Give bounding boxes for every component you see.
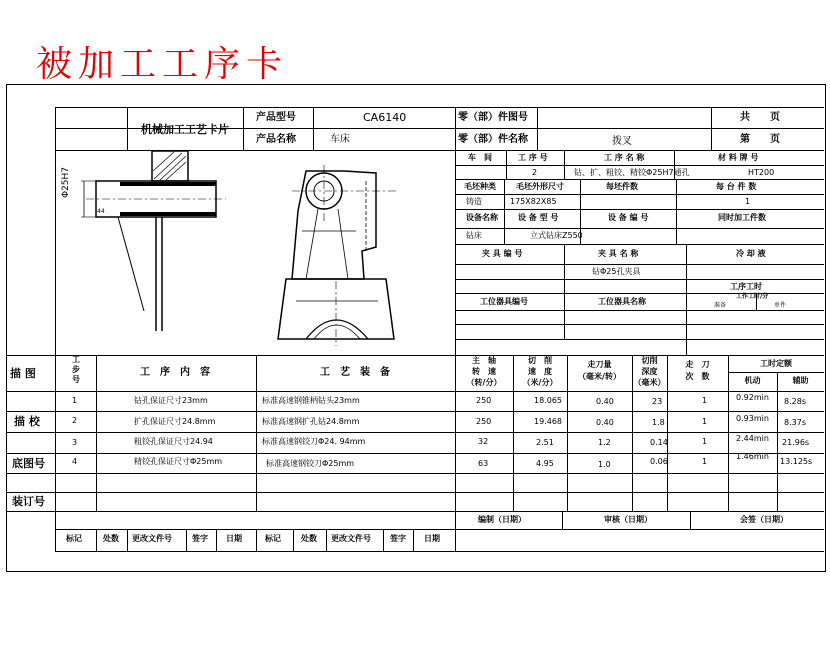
footer-change-doc-2: 更改文件号	[331, 534, 371, 543]
step-equipment: 标准高速钢铰刀Φ25mm	[266, 459, 355, 468]
equip-model-label: 设 备 型 号	[518, 213, 559, 222]
step-content: 精铰孔保证尺寸Φ25mm	[134, 457, 223, 466]
steps-header-passes: 走 刀 次 数	[685, 360, 710, 381]
step-spindle: 32	[478, 437, 489, 446]
footer-date-1: 日期	[226, 534, 242, 543]
blank-type-value: 铸造	[466, 197, 482, 206]
blank-size-value: 175X82X85	[510, 197, 557, 206]
equip-name-value: 钻床	[466, 231, 482, 240]
step-depth: 0.06	[650, 457, 668, 466]
step-speed: 2.51	[536, 438, 554, 447]
blank-count-label: 每坯件数	[606, 182, 638, 191]
step-no: 1	[72, 396, 78, 405]
step-feed: 0.40	[596, 418, 614, 427]
steps-header-content: 工 序 内 容	[140, 367, 210, 378]
step-machine-time: 0.92min	[736, 393, 769, 402]
step-spindle: 63	[478, 459, 489, 468]
step-content: 扩孔保证尺寸24.8mm	[134, 417, 216, 426]
step-passes: 1	[702, 396, 708, 405]
footer-compiled: 编制（日期）	[478, 515, 526, 524]
step-machine-time: 2.44min	[736, 434, 769, 443]
step-no: 3	[72, 438, 78, 447]
product-name-label: 产品名称	[256, 134, 296, 145]
steps-header-drawing: 描 图	[10, 367, 36, 380]
step-content: 钻孔保证尺寸23mm	[134, 396, 208, 405]
side-label-check: 描 校	[14, 415, 40, 428]
drawing-small-mark: 44	[97, 208, 105, 215]
step-passes: 1	[702, 417, 708, 426]
step-passes: 1	[702, 437, 708, 446]
steps-header-depth: 切削 深度 （毫米）	[633, 356, 666, 387]
steps-header-machine: 机动	[744, 376, 761, 385]
page-number-label: 第 页	[740, 134, 780, 145]
footer-signed: 会签（日期）	[740, 515, 788, 524]
step-aux-time: 8.37s	[784, 418, 806, 427]
step-depth: 0.14	[650, 438, 668, 447]
steps-header-speed: 切 削 速 度 （米/分）	[522, 356, 558, 387]
footer-reviewed: 审核（日期）	[604, 515, 652, 524]
op-time-label: 工序工时	[730, 282, 762, 291]
tool-no-label: 工位器具编号	[480, 297, 528, 306]
fixture-name-label: 夹 具 名 称	[598, 249, 639, 258]
product-name-value: 车床	[330, 134, 350, 145]
prep-b: 单件	[774, 302, 787, 309]
step-spindle: 250	[476, 396, 492, 405]
step-machine-time: 1.46min	[736, 452, 769, 461]
workshop-label: 车 间	[468, 153, 492, 162]
step-depth: 23	[652, 397, 663, 406]
blank-size-label: 毛坯外形尺寸	[516, 182, 564, 191]
side-label-base-drawing: 底图号	[12, 457, 45, 470]
footer-change-doc-1: 更改文件号	[132, 534, 172, 543]
product-model-value: CA6140	[363, 111, 407, 124]
equip-no-label: 设 备 编 号	[608, 213, 649, 222]
step-speed: 4.95	[536, 459, 554, 468]
material-value: HT200	[748, 168, 775, 177]
simul-label: 同时加工件数	[718, 213, 766, 222]
steps-header-equipment: 工 艺 装 备	[320, 367, 390, 378]
part-drawing	[56, 151, 455, 354]
part-name-label: 零（部）件名称	[458, 134, 528, 145]
drawing-dim-label: Φ25H7	[61, 166, 71, 198]
step-aux-time: 21.96s	[782, 438, 810, 447]
per-unit-label: 每 台 件 数	[716, 182, 757, 191]
op-name-label: 工 序 名 称	[604, 153, 645, 162]
step-content: 粗铰孔保证尺寸24.94	[134, 437, 213, 446]
step-no: 4	[72, 457, 78, 466]
prep-a: 准备	[714, 302, 727, 309]
footer-signature-2: 签字	[390, 534, 406, 543]
op-no-label: 工 序 号	[518, 153, 548, 162]
tool-name-label: 工位器具名称	[598, 297, 646, 306]
fixture-name-value: 钻Φ25孔夹具	[592, 267, 641, 276]
total-pages-label: 共 页	[740, 112, 780, 123]
op-name-value: 钻、扩、粗铰、精铰Φ25H7通孔	[574, 168, 690, 177]
step-feed: 1.0	[598, 460, 611, 469]
footer-mark-2: 标记	[265, 534, 281, 543]
step-feed: 1.2	[598, 438, 611, 447]
part-name-value: 拨叉	[612, 136, 632, 147]
step-equipment: 标准高速钢铰刀Φ24. 94mm	[262, 437, 366, 446]
steps-header-no: 工 步 号	[72, 355, 80, 384]
card-name: 机械加工工艺卡片	[141, 123, 229, 136]
side-label-binding: 装订号	[12, 495, 45, 508]
footer-signature-1: 签字	[192, 534, 208, 543]
step-spindle: 250	[476, 417, 492, 426]
steps-header-feed: 走刀量 （毫米/转）	[578, 360, 621, 381]
steps-header-time: 工时定额	[760, 359, 792, 368]
coolant-label: 冷 却 液	[736, 249, 766, 258]
blank-type-label: 毛坯种类	[464, 182, 496, 191]
step-aux-time: 13.125s	[780, 457, 813, 466]
step-passes: 1	[702, 457, 708, 466]
step-machine-time: 0.93min	[736, 414, 769, 423]
step-equipment: 标准高速钢扩孔钻24.8mm	[262, 417, 360, 426]
part-no-label: 零（部）件图号	[458, 112, 528, 123]
step-depth: 1.8	[652, 418, 665, 427]
step-aux-time: 8.28s	[784, 397, 806, 406]
footer-date-2: 日期	[424, 534, 440, 543]
steps-header-aux: 辅助	[792, 376, 809, 385]
prep-label: 工作工时/分	[736, 293, 769, 300]
page-title: 被加工工序卡	[36, 44, 289, 85]
footer-mark-1: 标记	[66, 534, 82, 543]
equip-model-value: 立式钻床Z550	[530, 231, 583, 240]
material-label: 材 料 牌 号	[718, 153, 759, 162]
equip-name-label: 设备名称	[466, 213, 498, 222]
steps-header-spindle: 主 轴 转 速 （转/分）	[466, 356, 502, 387]
step-equipment: 标准高速钢锥柄钻头23mm	[262, 396, 360, 405]
footer-place-count-2: 处数	[301, 534, 317, 543]
op-no-value: 2	[532, 168, 538, 177]
product-model-label: 产品型号	[256, 112, 296, 123]
step-speed: 19.468	[534, 417, 562, 426]
step-feed: 0.40	[596, 397, 614, 406]
fixture-no-label: 夹 具 编 号	[482, 249, 523, 258]
step-speed: 18.065	[534, 396, 562, 405]
per-unit-value: 1	[745, 197, 751, 206]
footer-place-count-1: 处数	[103, 534, 119, 543]
step-no: 2	[72, 416, 78, 425]
